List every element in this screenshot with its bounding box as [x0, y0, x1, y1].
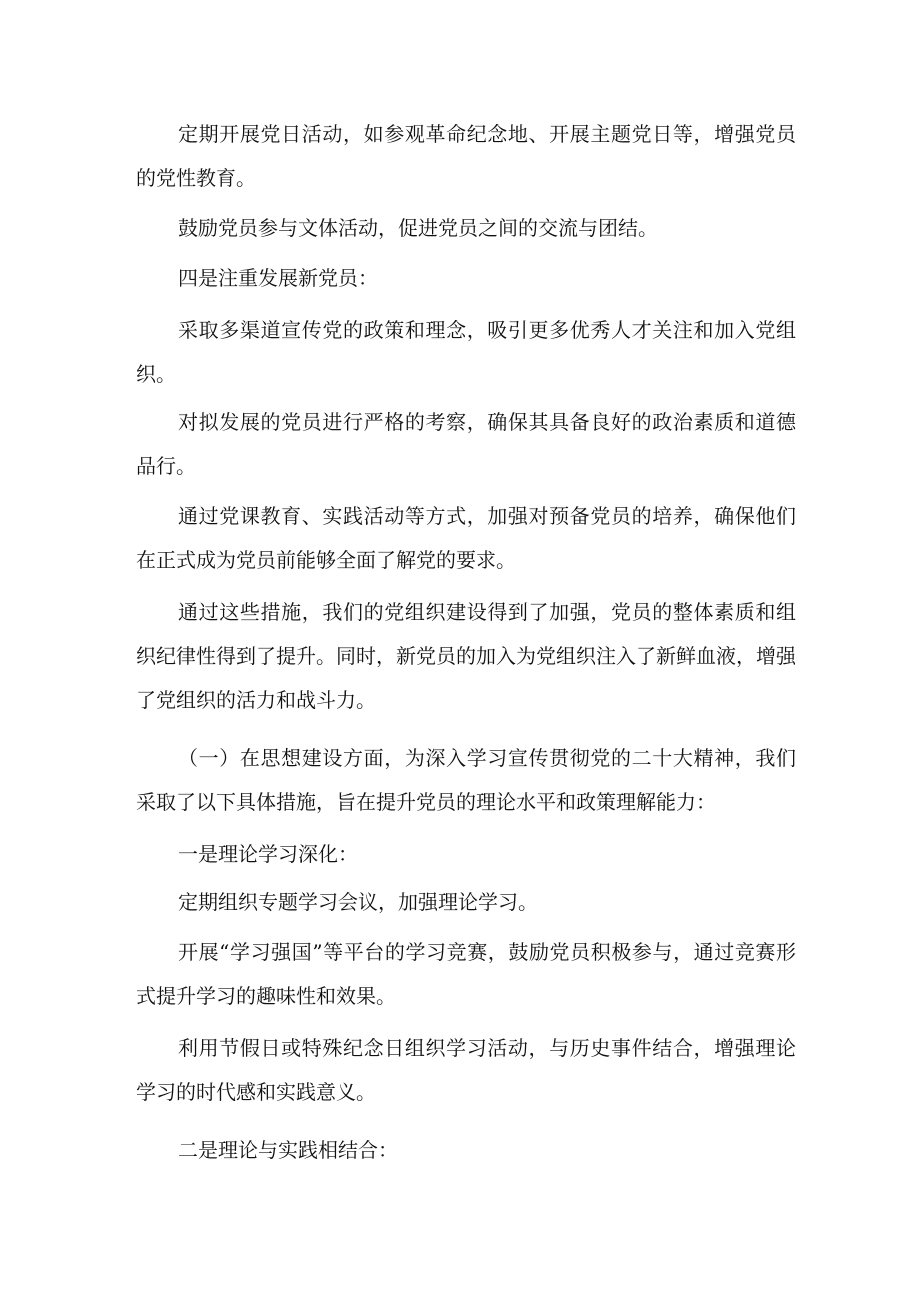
paragraph-11: 开展“学习强国”等平台的学习竞赛，鼓励党员积极参与，通过竞赛形式提升学习的趣味性和效果。	[136, 940, 796, 1008]
paragraph-3: 四是注重发展新党员：	[178, 266, 378, 290]
paragraph-2: 鼓励党员参与文体活动，促进党员之间的交流与团结。	[178, 216, 658, 240]
paragraph-4: 采取多渠道宣传党的政策和理念，吸引更多优秀人才关注和加入党组织。	[136, 318, 796, 386]
paragraph-10: 定期组织专题学习会议，加强理论学习。	[178, 890, 538, 914]
paragraph-1: 定期开展党日活动，如参观革命纪念地、开展主题党日等，增强党员的党性教育。	[136, 122, 796, 190]
paragraph-13: 二是理论与实践相结合：	[178, 1138, 398, 1162]
paragraph-6: 通过党课教育、实践活动等方式，加强对预备党员的培养，确保他们在正式成为党员前能够全面了解党的要求。	[136, 504, 796, 572]
paragraph-9: 一是理论学习深化：	[178, 842, 358, 866]
paragraph-5: 对拟发展的党员进行严格的考察，确保其具备良好的政治素质和道德品行。	[136, 410, 796, 478]
paragraph-8: （一）在思想建设方面，为深入学习宣传贯彻党的二十大精神，我们采取了以下具体措施，旨在提升党员的理论水平和政策理解能力：	[136, 746, 796, 814]
paragraph-12: 利用节假日或特殊纪念日组织学习活动，与历史事件结合，增强理论学习的时代感和实践意义。	[136, 1036, 796, 1104]
paragraph-7: 通过这些措施，我们的党组织建设得到了加强，党员的整体素质和组织纪律性得到了提升。同时，新党员的加入为党组织注入了新鲜血液，增强了党组织的活力和战斗力。	[136, 600, 796, 712]
